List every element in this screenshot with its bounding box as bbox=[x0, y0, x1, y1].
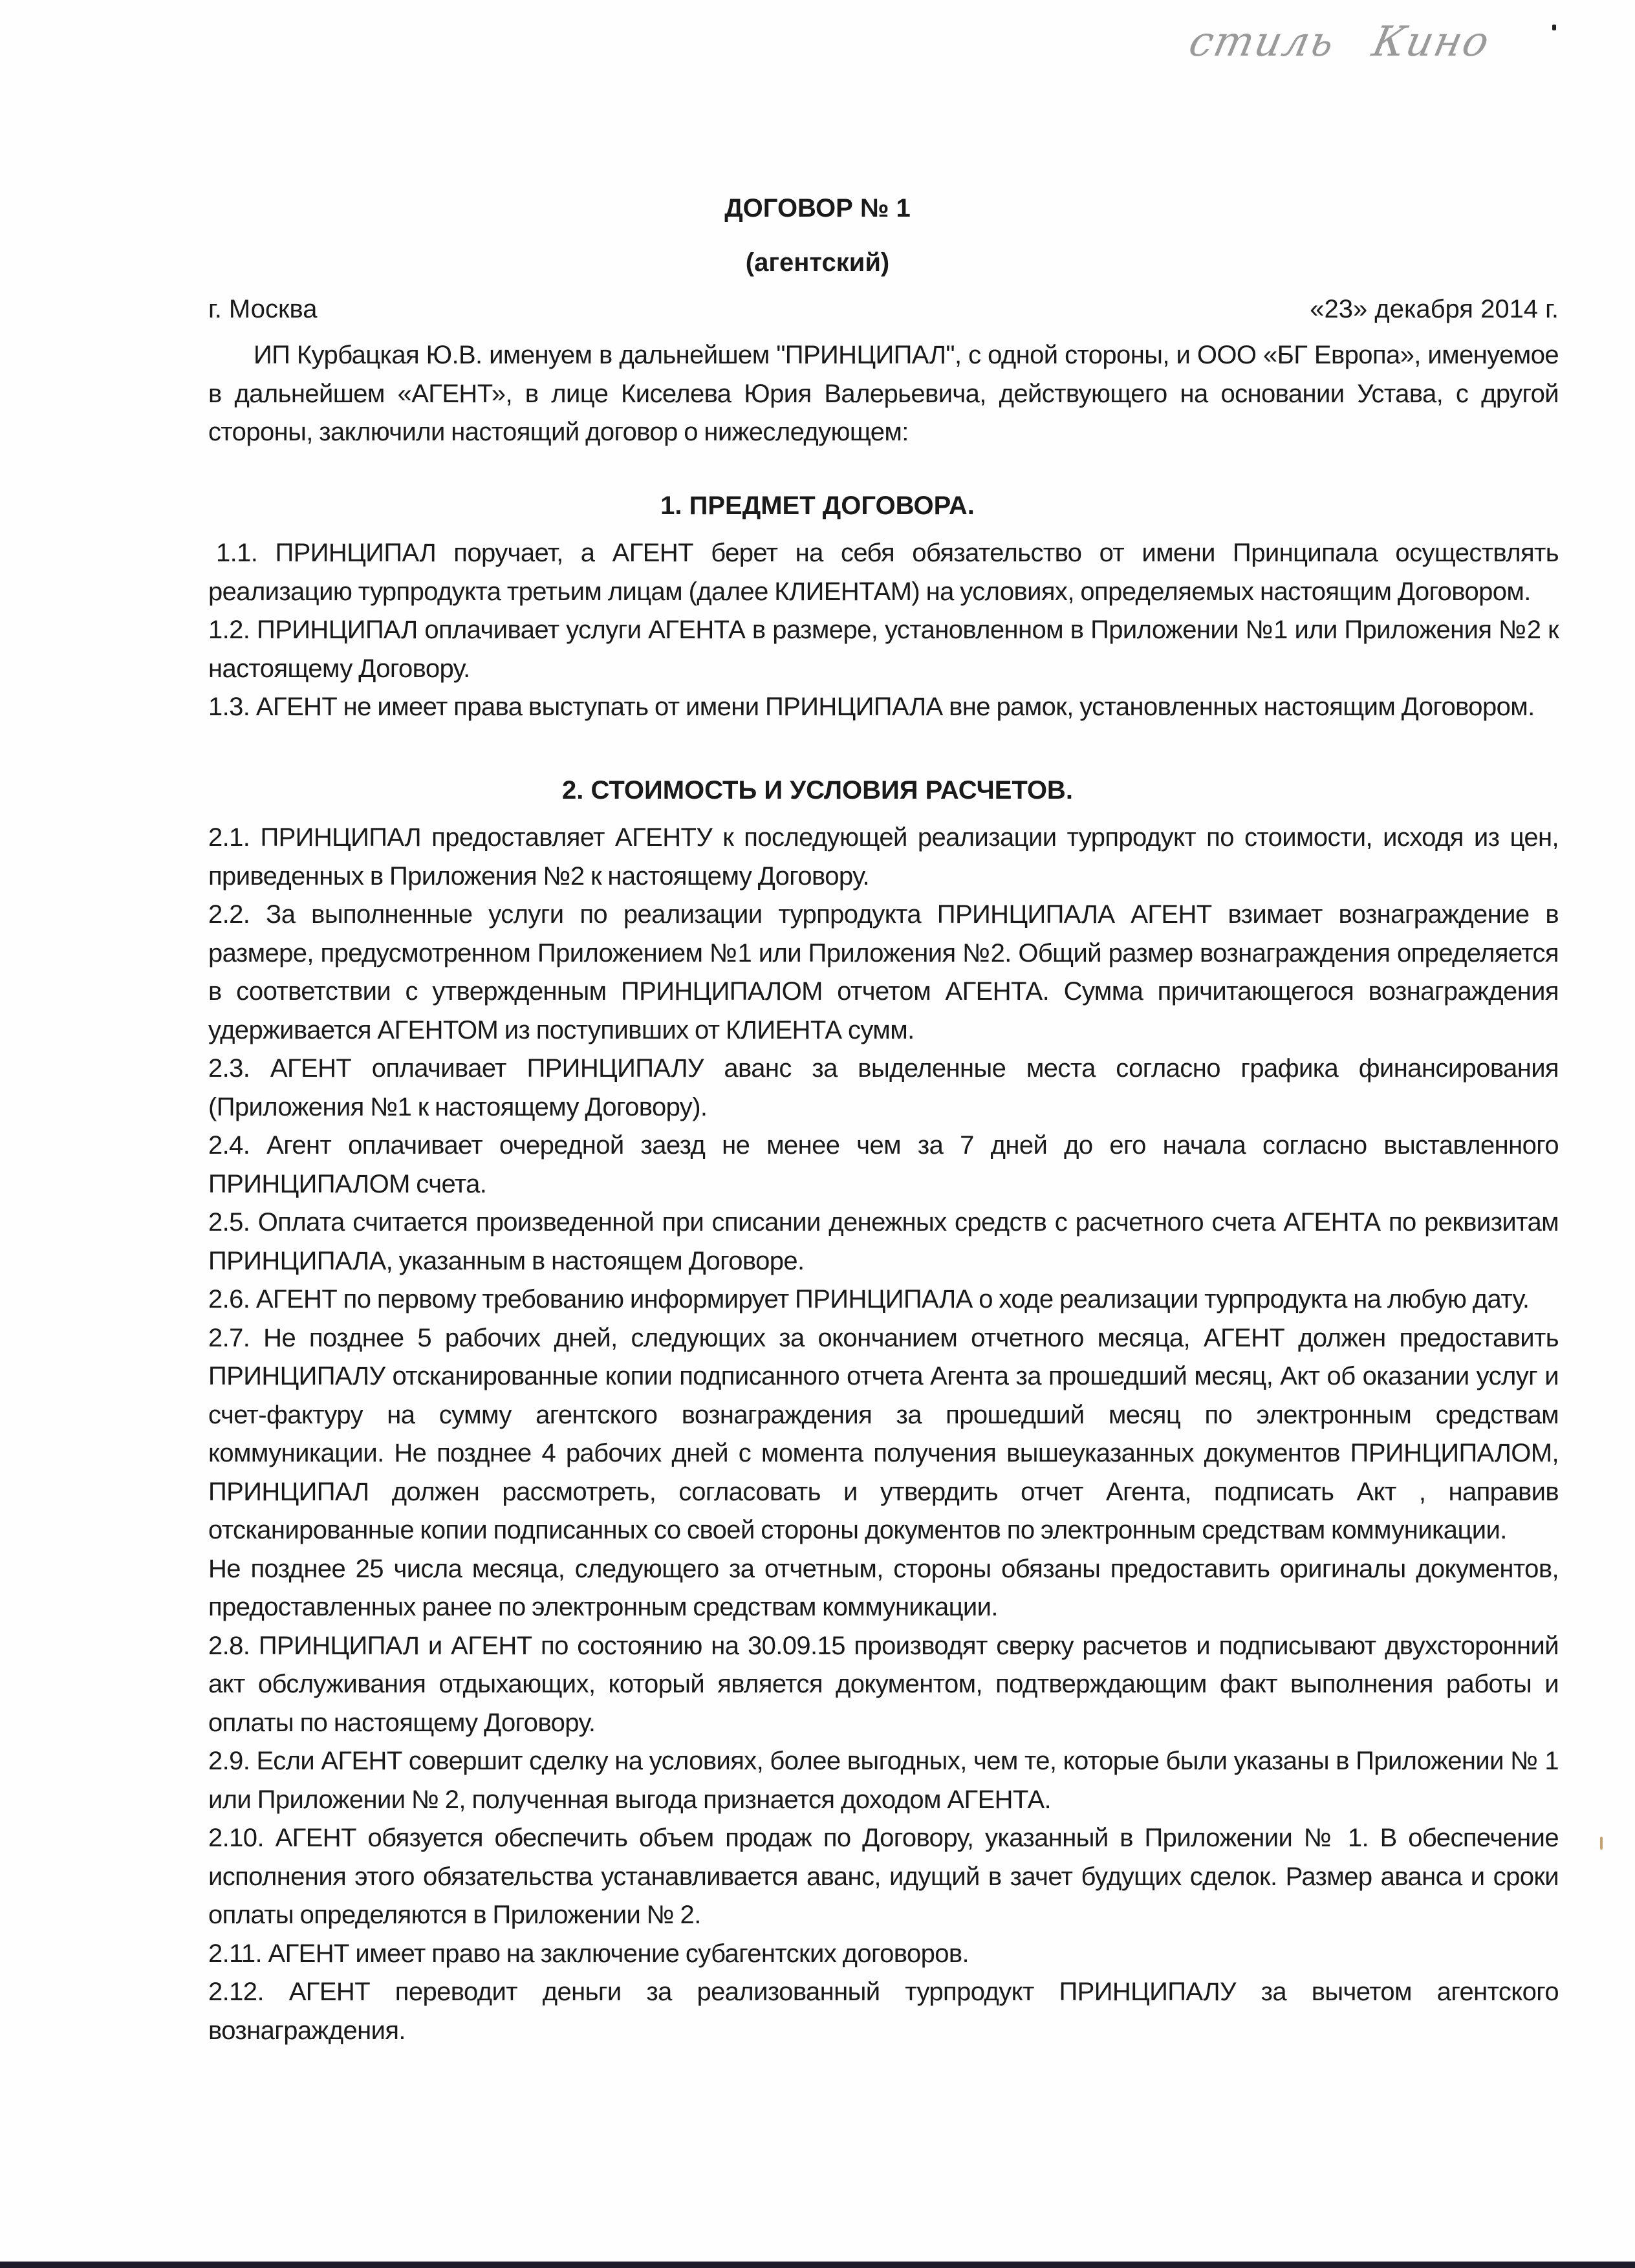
scan-speck bbox=[1600, 1837, 1603, 1850]
clause: 2.5. Оплата считается произведенной при списании денежных средств с расчетного счета АГЕНТА по реквизитам ПРИНЦИПАЛА, указанным в настоящем Договоре. bbox=[208, 1208, 1559, 1275]
clause: 1.2. ПРИНЦИПАЛ оплачивает услуги АГЕНТА в размере, установленном в Приложении №1 или Приложения №2 к настоящему Договору. bbox=[208, 616, 1559, 683]
clause: 1.3. АГЕНТ не имеет права выступать от имени ПРИНЦИПАЛА вне рамок, установленных настоящим Договором. bbox=[208, 693, 1535, 721]
scan-edge bbox=[0, 2262, 1635, 2268]
clause: 2.12. АГЕНТ переводит деньги за реализованный турпродукт ПРИНЦИПАЛУ за вычетом агентского вознаграждения. bbox=[208, 1978, 1559, 2045]
intro-text: ИП Курбацкая Ю.В. именуем в дальнейшем "ПРИНЦИПАЛ", с одной стороны, и ООО «БГ Европа», именуемое в дальнейшем «АГЕНТ», в лице Киселева Юрия Валерьевича, действующего на основании Устава, с другой стороны, заключили настоящий договор о нижеследующем: bbox=[208, 341, 1559, 446]
section-heading: 2. СТОИМОСТЬ И УСЛОВИЯ РАСЧЕТОВ. bbox=[562, 776, 1073, 805]
clause: 2.10. АГЕНТ обязуется обеспечить объем продаж по Договору, указанный в Приложении № 1. В обеспечение исполнения этого обязательства устанавливается аванс, идущий в зачет будущих сделок. Размер аванса и сроки оплаты определяются в Приложении № 2. bbox=[208, 1824, 1559, 1929]
document-subtitle: (агентский) bbox=[745, 248, 890, 277]
clause: 1.1. ПРИНЦИПАЛ поручает, а АГЕНТ берет на себя обязательство от имени Принципала осуществлять реализацию турпродукта третьим лицам (далее КЛИЕНТАМ) на условиях, определяемых настоящим Договором. bbox=[208, 539, 1559, 606]
clause: 2.2. За выполненные услуги по реализации турпродукта ПРИНЦИПАЛА АГЕНТ взимает вознаграждение в размере, предусмотренном Приложением №1 или Приложения №2. Общий размер вознаграждения определяется в соответствии с утвержденным ПРИНЦИПАЛОМ отчетом АГЕНТА. Сумма причитающегося вознаграждения удерживается АГЕНТОМ из поступивших от КЛИЕНТА сумм. bbox=[208, 900, 1559, 1044]
handwritten-word: стиль bbox=[1185, 18, 1340, 66]
handwritten-note bbox=[1185, 18, 1533, 66]
document-title: ДОГОВОР № 1 bbox=[724, 194, 911, 222]
intro-paragraph bbox=[208, 336, 1559, 452]
section-2-body bbox=[208, 819, 1559, 2050]
clause: 2.11. АГЕНТ имеет право на заключение субагентских договоров. bbox=[208, 1939, 969, 1968]
clause: 2.4. Агент оплачивает очередной заезд не менее чем за 7 дней до его начала согласно выставленного ПРИНЦИПАЛОМ счета. bbox=[208, 1131, 1559, 1198]
scan-speck bbox=[1552, 25, 1556, 30]
clause: Не позднее 25 числа месяца, следующего за отчетным, стороны обязаны предоставить оригиналы документов, предоставленных ранее по электронным средствам коммуникации. bbox=[208, 1554, 1559, 1621]
clause: 2.7. Не позднее 5 рабочих дней, следующих за окончанием отчетного месяца, АГЕНТ должен предоставить ПРИНЦИПАЛУ отсканированные копии подписанного отчета Агента за прошедший месяц, Акт об оказании услуг и счет-фактуру на сумму агентского вознаграждения за прошедший месяц по электронным средствам коммуникации. Не позднее 4 рабочих дней с момента получения вышеуказанных документов ПРИНЦИПАЛОМ, ПРИНЦИПАЛ должен рассмотреть, согласовать и утвердить отчет Агента, подписать Акт , направив отсканированные копии подписанных со своей стороны документов по электронным средствам коммуникации. bbox=[208, 1323, 1559, 1544]
handwritten-word: Кино bbox=[1368, 18, 1495, 66]
section-heading: 1. ПРЕДМЕТ ДОГОВОРА. bbox=[660, 491, 975, 520]
clause: 2.1. ПРИНЦИПАЛ предоставляет АГЕНТУ к последующей реализации турпродукт по стоимости, исходя из цен, приведенных в Приложения №2 к настоящему Договору. bbox=[208, 823, 1559, 891]
clause: 2.9. Если АГЕНТ совершит сделку на условиях, более выгодных, чем те, которые были указаны в Приложении № 1 или Приложении № 2, полученная выгода признается доходом АГЕНТА. bbox=[208, 1747, 1559, 1814]
place-date-line bbox=[208, 295, 1559, 324]
section-1-body bbox=[208, 534, 1559, 727]
contract-date: «23» декабря 2014 г. bbox=[1310, 295, 1559, 323]
clause: 2.6. АГЕНТ по первому требованию информирует ПРИНЦИПАЛА о ходе реализации турпродукта на любую дату. bbox=[208, 1285, 1530, 1313]
city: г. Москва bbox=[208, 295, 318, 323]
clause: 2.8. ПРИНЦИПАЛ и АГЕНТ по состоянию на 30.09.15 производят сверку расчетов и подписывают двухсторонний акт обслуживания отдыхающих, который является документом, подтверждающим факт выполнения работы и оплаты по настоящему Договору. bbox=[208, 1631, 1559, 1737]
clause: 2.3. АГЕНТ оплачивает ПРИНЦИПАЛУ аванс за выделенные места согласно графика финансирования (Приложения №1 к настоящему Договору). bbox=[208, 1054, 1559, 1121]
